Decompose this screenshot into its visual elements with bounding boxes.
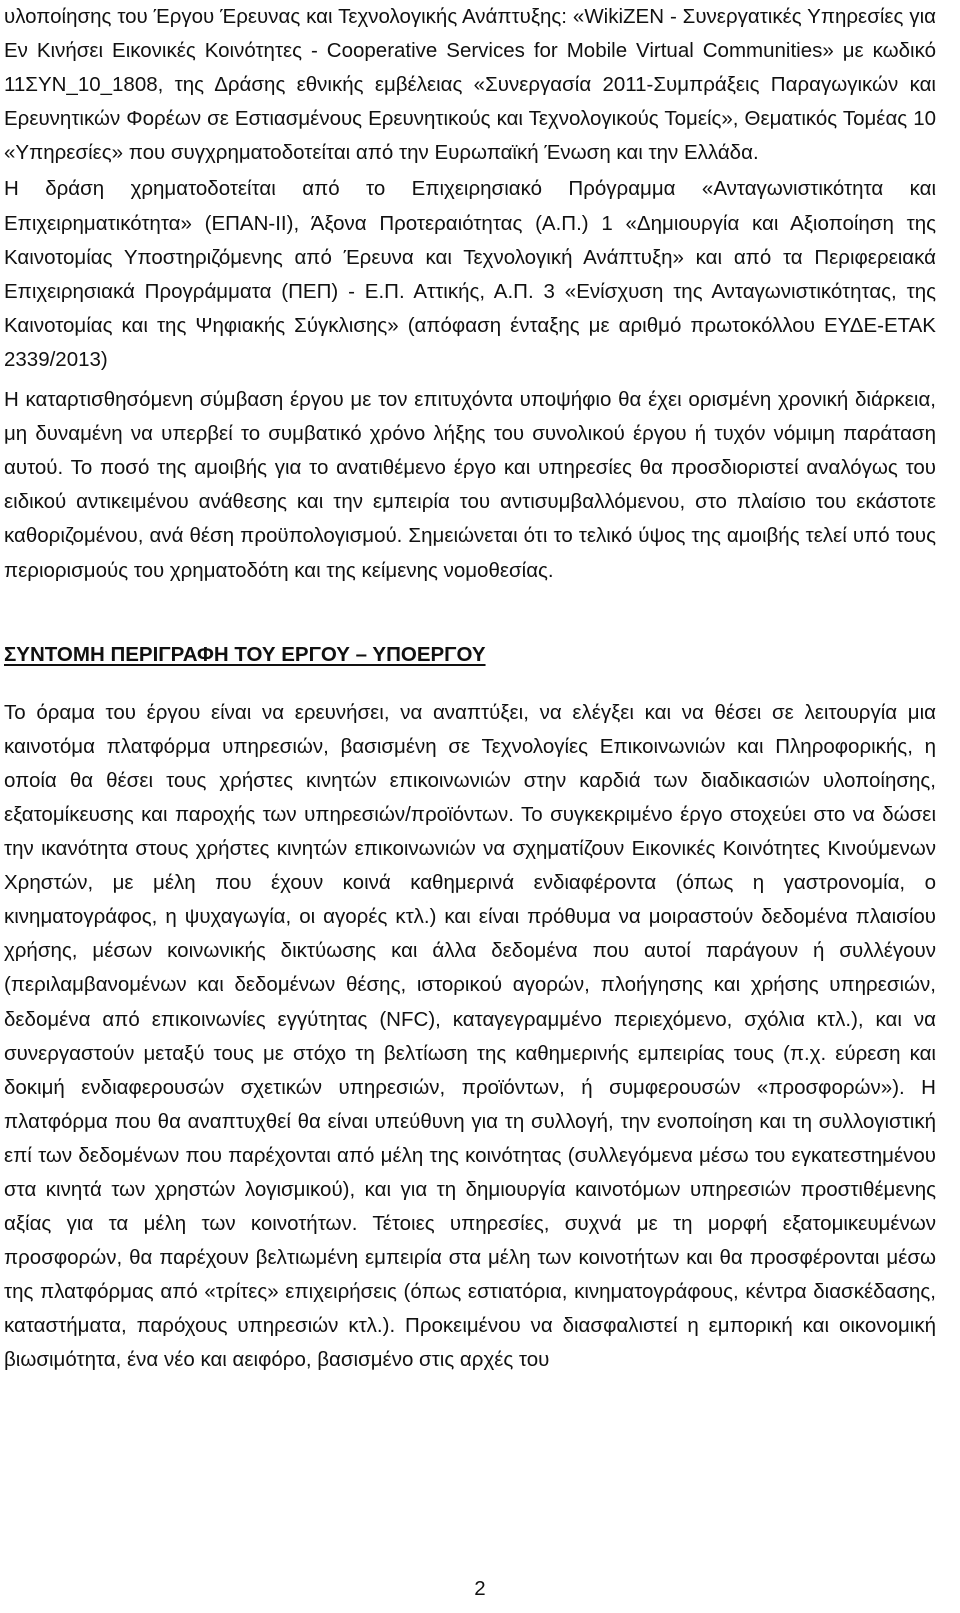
paragraph-contract-terms: Η καταρτισθησόμενη σύμβαση έργου με τον επιτυχόντα υποψήφιο θα έχει ορισμένη χρονική διάρκεια, μη δυναμένη να υπερβεί το συμβατικό χρόνο λήξης του συνολικού έργου ή τυχόν νόμιμη παράταση αυτού. Το ποσό της αμοιβής για το ανατιθέμενο έργο και υπηρεσίες θα προσδιοριστεί αναλόγως του ειδικού αντικειμένου ανάθεσης και την εμπειρία του αντισυμβαλλόμενου, στο πλαίσιο του εκάστοτε καθοριζομένου, ανά θέση προϋπολογισμού. Σημειώνεται ότι το τελικό ύψος της αμοιβής τελεί υπό τους περιορισμούς του χρηματοδότη και της κείμενης νομοθεσίας.: [4, 388, 936, 582]
paragraph-project-description: Το όραμα του έργου είναι να ερευνήσει, να αναπτύξει, να ελέγξει και να θέσει σε λειτουργία μια καινοτόμα πλατφόρμα υπηρεσιών, βασισμένη σε Τεχνολογίες Επικοινωνιών και Πληροφορικής, η οποία θα θέσει τους χρήστες κινητών επικοινωνιών στην καρδιά των διαδικασιών υλοποίησης, εξατομίκευσης και παροχής των υπηρεσιών/προϊόντων. Το συγκεκριμένο έργο στοχεύει στο να δώσει την ικανότητα στους χρήστες κινητών επικοινωνιών να σχηματίζουν Εικονικές Κοινότητες Κινούμενων Χρηστών, με μέλη που έχουν κοινά καθημερινά ενδιαφέροντα (όπως η γαστρονομία, ο κινηματογράφος, η ψυχαγωγία, οι αγορές κτλ.) και είναι πρόθυμα να μοιραστούν δεδομένα πλαισίου χρήσης, μέσων κοινωνικής δικτύωσης και άλλα δεδομένα που αυτοί παράγουν ή συλλέγουν (περιλαμβανομένων και δεδομένων θέσης, ιστορικού αγορών, πλοήγησης και χρήσης υπηρεσιών, δεδομένα από επικοινωνίες εγγύτητας (NFC), καταγεγραμμένο περιεχόμενο, σχόλια κτλ.), και να συνεργαστούν μεταξύ τους με στόχο τη βελτίωση της καθημερινής εμπειρίας τους (π.χ. εύρεση και δοκιμή ενδιαφερουσών σχετικών υπηρεσιών, προϊόντων, ή συμφερουσών «προσφορών»). Η πλατφόρμα που θα αναπτυχθεί θα είναι υπεύθυνη για τη συλλογή, την ενοποίηση και τη συλλογιστική επί των δεδομένων που παρέχονται από μέλη της κοινότητας (συλλεγόμενα μέσω του εγκατεστημένου στα κινητά των χρηστών λογισμικού), και για τη δημιουργία καινοτόμων υπηρεσιών προστιθέμενης αξίας για τα μέλη των κοινοτήτων. Τέτοιες υπηρεσίες, συχνά με τη μορφή εξατομικευμένων προσφορών, θα παρέχουν βελτιωμένη εμπειρία στα μέλη των κοινοτήτων και θα προσφέρονται μέσω της πλατφόρμας από «τρίτες» επιχειρήσεις (όπως εστιατόρια, κινηματογράφους, κέντρα διασκέδασης, καταστήματα, παρόχους υπηρεσιών κτλ.). Προκειμένου να διασφαλιστεί η εμπορική και οικονομική βιωσιμότητα, ένα νέο και αειφόρο, βασισμένο στις αρχές του: [4, 700, 936, 1372]
document-page: [4, 0, 936, 1378]
paragraph-project-reference: υλοποίησης του Έργου Έρευνας και Τεχνολογικής Ανάπτυξης: «WikiZEN - Συνεργατικές Υπηρεσίες για Εν Κινήσει Εικονικές Κοινότητες - Cooperative Services for Mobile Virtual Communities» με κωδικό 11ΣΥΝ_10_1808, της Δράσης εθνικής εμβέλειας «Συνεργασία 2011-Συμπράξεις Παραγωγικών και Ερευνητικών Φορέων σε Εστιασμένους Ερευνητικούς και Τεχνολογικούς Τομείς», Θεματικός Τομέας 10 «Υπηρεσίες» που συγχρηματοδοτείται από την Ευρωπαϊκή Ένωση και την Ελλάδα.: [4, 5, 936, 165]
page-number: 2: [474, 1577, 486, 1600]
section-heading: ΣΥΝΤΟΜΗ ΠΕΡΙΓΡΑΦΗ ΤΟΥ ΕΡΓΟΥ – ΥΠΟΕΡΓΟΥ: [4, 642, 486, 666]
paragraph-funding-programme: Η δράση χρηματοδοτείται από το Επιχειρησιακό Πρόγραμμα «Ανταγωνιστικότητα και Επιχειρηματικότητα» (ΕΠΑΝ-ΙΙ), Άξονα Προτεραιότητας (Α.Π.) 1 «Δημιουργία και Αξιοποίηση της Καινοτομίας Υποστηριζόμενης από Έρευνα και Τεχνολογική Ανάπτυξη» και από τα Περιφερειακά Επιχειρησιακά Προγράμματα (ΠΕΠ) - Ε.Π. Αττικής, Α.Π. 3 «Ενίσχυση της Ανταγωνιστικότητας, της Καινοτομίας και της Ψηφιακής Σύγκλισης» (απόφαση ένταξης με αριθμό πρωτοκόλλου ΕΥΔΕ-ΕΤΑΚ 2339/2013): [4, 177, 936, 371]
